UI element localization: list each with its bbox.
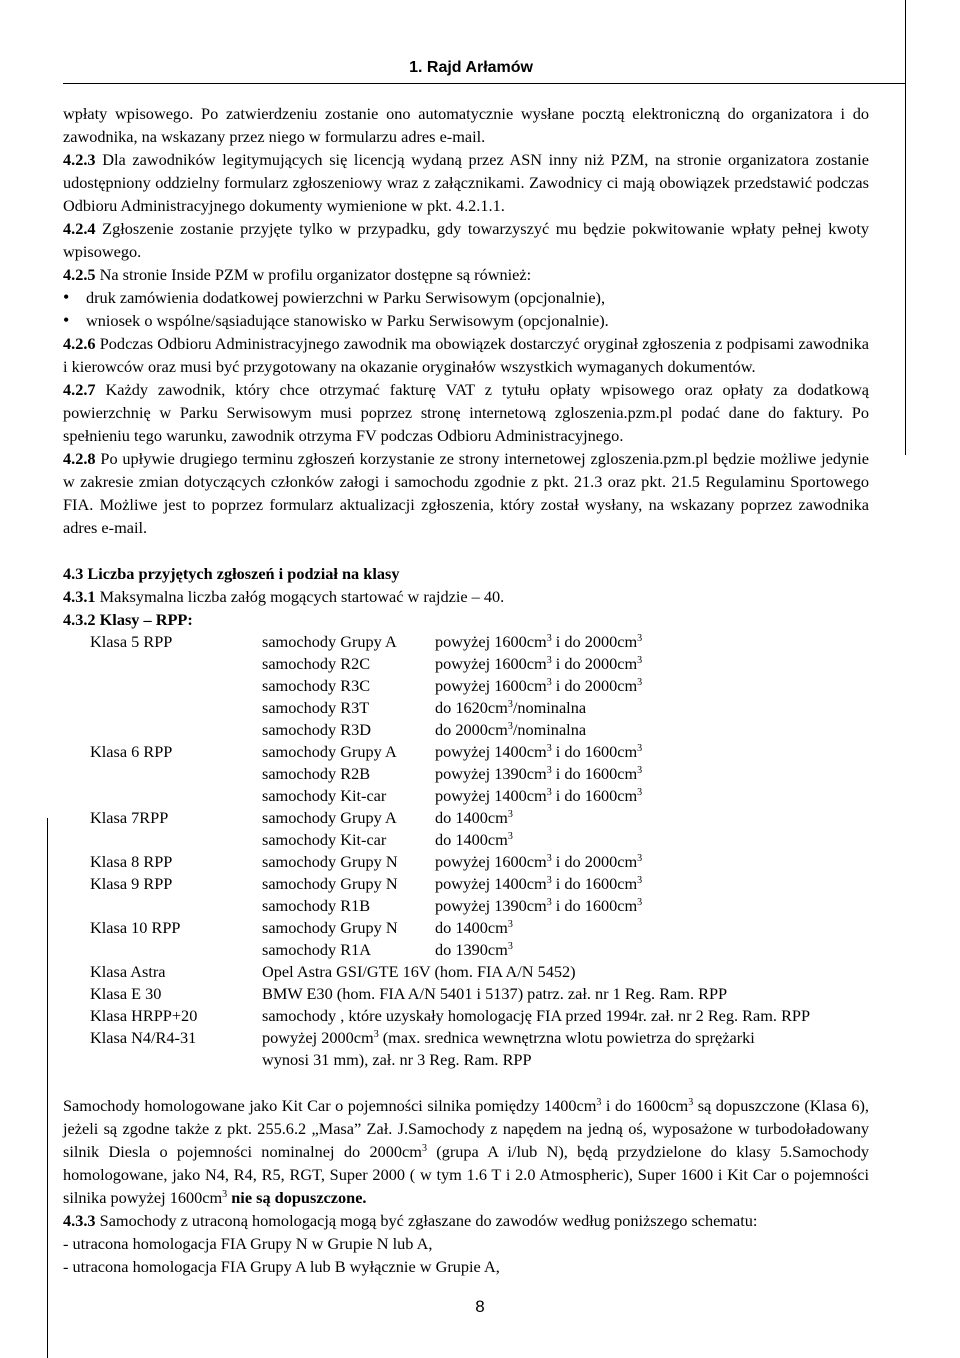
car-group: samochody Grupy N: [262, 918, 398, 937]
paragraph-4-2-6: [63, 332, 869, 378]
class-row: [90, 895, 896, 917]
class-name: [90, 675, 262, 697]
header-rule: [63, 83, 905, 84]
class-name: [90, 939, 262, 961]
list-item: • druk zamówienia dodatkowej powierzchni w Parku Serwisowym (opcjonalnie),: [63, 286, 869, 309]
capacity: do $1400cm^3$: [435, 918, 513, 937]
class-row-9-rpp: [90, 873, 896, 895]
class-name: [90, 763, 262, 785]
class-name: Klasa 5 RPP: [90, 632, 173, 651]
capacity: powyżej $1600cm^3$ i do $2000cm^3$: [435, 654, 643, 673]
class-row: [90, 675, 896, 697]
bullet-list: [63, 286, 869, 332]
section-number: 4.2.7: [63, 380, 96, 399]
section-number: 4.2.6: [63, 334, 96, 353]
paragraph-text: Maksymalna liczba załóg mogących startować w rajdzie – 40.: [95, 587, 505, 606]
car-group: samochody Grupy A: [262, 632, 397, 651]
margin-line-right: [905, 0, 906, 455]
class-description: samochody , które uzyskały homologację FIA przed 1994r. zał. nr 2 Reg. Ram. RPP: [262, 1006, 811, 1025]
class-name: Klasa HRPP+20: [90, 1006, 198, 1025]
class-name: Klasa E 30: [90, 984, 162, 1003]
class-row: [90, 697, 896, 719]
dash-item: - utracona homologacja FIA Grupy N w Grupie N lub A,: [63, 1234, 433, 1253]
car-group: samochody R1B: [262, 896, 371, 915]
class-table: [90, 631, 896, 1071]
dash-item: - utracona homologacja FIA Grupy A lub B wyłącznie w Grupie A,: [63, 1257, 500, 1276]
section-number: 4.3.3: [63, 1211, 96, 1230]
spacer: [63, 1071, 869, 1094]
paragraph-intro: wpłaty wpisowego. Po zatwierdzeniu zostanie ono automatycznie wysłane pocztą elektroniczną do organizatora i do zawodnika, na wskazany przez niego w formularzu adres e-mail.: [63, 104, 869, 146]
class-row: [90, 763, 896, 785]
capacity: do $1400cm^3$: [435, 830, 513, 849]
car-group: samochody Grupy N: [262, 874, 398, 893]
capacity: do $2000cm^3$/nominalna: [435, 720, 587, 739]
paragraph-4-3-3: [63, 1209, 869, 1232]
class-row: [90, 785, 896, 807]
car-group: samochody R1A: [262, 940, 371, 959]
class-name: Klasa 9 RPP: [90, 874, 173, 893]
paragraph-text: Podczas Odbioru Administracyjnego zawodnik ma obowiązek dostarczyć oryginał zgłoszenia z podpisami zawodnika i kierowców oraz musi być przygotowany na okazanie oryginałów wszystkich wymaganych dokumentów.: [63, 334, 869, 376]
class-row-10-rpp: [90, 917, 896, 939]
paragraph-text: Zgłoszenie zostanie przyjęte tylko w przypadku, gdy towarzyszyć mu będzie pokwitowanie wpłaty pełnej kwoty wpisowego.: [63, 219, 869, 261]
capacity: do $1400cm^3$: [435, 808, 513, 827]
class-name: [90, 653, 262, 675]
class-row: [90, 719, 896, 741]
emphasis: nie są dopuszczone.: [231, 1188, 367, 1207]
capacity: powyżej $1390cm^3$ i do $1600cm^3$: [435, 764, 643, 783]
car-group: samochody Kit-car: [262, 786, 387, 805]
section-number: 4.2.4: [63, 219, 96, 238]
class-row-n4-cont: [90, 1049, 896, 1071]
document-body: [63, 102, 869, 1278]
class-table-body: [90, 631, 896, 1071]
paragraph-text: Po upływie drugiego terminu zgłoszeń korzystanie ze strony internetowej zgloszenia.pzm.pl będzie możliwe jedynie w zakresie zmian dotyczących członków załogi i samochodu zgodnie z pkt. 21.3 oraz pkt. 21.5 Regulaminu Sportowego FIA. Możliwe jest to poprzez formularz aktualizacji zgłoszenia, który został wysłany, na wskazany poprzez zawodnika adres e-mail.: [63, 449, 869, 537]
class-row-n4: [90, 1027, 896, 1049]
class-row-e30: [90, 983, 896, 1005]
capacity: powyżej $1600cm^3$ i do $2000cm^3$: [435, 632, 643, 651]
class-name: [90, 1049, 262, 1071]
page-number: 8: [475, 1297, 485, 1316]
paragraph-4-2-5: [63, 263, 869, 286]
capacity: powyżej $1600cm^3$ i do $2000cm^3$: [435, 676, 643, 695]
class-row: [90, 939, 896, 961]
paragraph-4-2-7: [63, 378, 869, 447]
class-row-6-rpp: [90, 741, 896, 763]
class-name: Klasa 7RPP: [90, 808, 169, 827]
capacity: powyżej $1600cm^3$ i do $2000cm^3$: [435, 852, 643, 871]
class-name: Klasa Astra: [90, 962, 166, 981]
car-group: samochody R2C: [262, 654, 371, 673]
paragraph-4-2-4: [63, 217, 869, 263]
paragraph-4-2-8: [63, 447, 869, 539]
car-group: samochody Kit-car: [262, 830, 387, 849]
capacity: powyżej $1400cm^3$ i do $1600cm^3$: [435, 874, 643, 893]
class-name: Klasa 6 RPP: [90, 742, 173, 761]
class-name: [90, 719, 262, 741]
class-row-hrpp: [90, 1005, 896, 1027]
class-row-astra: [90, 961, 896, 983]
page-header-title: 1. Rajd Arłamów: [409, 59, 533, 76]
margin-line-left: [47, 818, 48, 1358]
section-number: 4.2.5: [63, 265, 96, 284]
class-row-5-rpp: [90, 631, 896, 653]
class-name: Klasa N4/R4-31: [90, 1028, 197, 1047]
class-name: [90, 829, 262, 851]
capacity: do $1390cm^3$: [435, 940, 513, 959]
section-number: 4.2.3: [63, 150, 96, 169]
class-name: [90, 697, 262, 719]
paragraph-4-2-3: [63, 148, 869, 217]
class-row: [90, 829, 896, 851]
list-item: • wniosek o wspólne/sąsiadujące stanowisko w Parku Serwisowym (opcjonalnie).: [63, 309, 869, 332]
car-group: samochody Grupy N: [262, 852, 398, 871]
class-name: Klasa 10 RPP: [90, 918, 181, 937]
car-group: samochody R3C: [262, 676, 371, 695]
car-group: samochody Grupy A: [262, 742, 397, 761]
car-group: samochody Grupy A: [262, 808, 397, 827]
class-description: BMW E30 (hom. FIA A/N 5401 i 5137) patrz. zał. nr 1 Reg. Ram. RPP: [262, 984, 728, 1003]
class-name: [90, 785, 262, 807]
class-row-7-rpp: [90, 807, 896, 829]
capacity: powyżej $1400cm^3$ i do $1600cm^3$: [435, 742, 643, 761]
class-description: wynosi 31 mm), zał. nr 3 Reg. Ram. RPP: [262, 1050, 532, 1069]
car-group: samochody R2B: [262, 764, 371, 783]
capacity: do $1620cm^3$/nominalna: [435, 698, 587, 717]
class-description: Opel Astra GSI/GTE 16V (hom. FIA A/N 5452): [262, 962, 576, 981]
paragraph-text: Dla zawodników legitymujących się licencją wydaną przez ASN inny niż PZM, na stronie organizatora zostanie udostępniony oddzielny formularz zgłoszeniowy wraz z załącznikami. Zawodnicy ci mają obowiązek przedstawić podczas Odbioru Administracyjnego dokumenty wymienione w pkt. 4.2.1.1.: [63, 150, 869, 215]
paragraph-4-3-2: 4.3.2 Klasy – RPP:: [63, 610, 193, 629]
capacity: powyżej $1390cm^3$ i do $1600cm^3$: [435, 896, 643, 915]
car-group: samochody R3D: [262, 720, 371, 739]
class-name: Klasa 8 RPP: [90, 852, 173, 871]
class-row: [90, 653, 896, 675]
paragraph-text: Każdy zawodnik, który chce otrzymać fakturę VAT z tytułu opłaty wpisowego oraz opłaty za dodatkową powierzchnię w Parku Serwisowym musi poprzez stronę internetową zgloszenia.pzm.pl podać dane do faktury. Po spełnieniu tego warunku, zawodnik otrzyma FV podczas Odbioru Administracyjnego.: [63, 380, 869, 445]
section-number: 4.3.1: [63, 587, 96, 606]
car-group: samochody R3T: [262, 698, 370, 717]
class-description: powyżej $2000cm^3$ (max. srednica wewnętrzna wlotu powietrza do sprężarki: [262, 1028, 755, 1047]
section-title-4-3: 4.3 Liczba przyjętych zgłoszeń i podział na klasy: [63, 564, 400, 583]
class-name: [90, 895, 262, 917]
paragraph-kitcar: Samochody homologowane jako Kit Car o pojemności silnika pomiędzy $1400cm^3$ i do $1600cm^3$ są dopuszczone (Klasa 6), jeżeli są zgodne także z pkt. 255.6.2 „Masa” Zał. J.Samochody z napędem na jedną oś, wyposażone w turbodoładowany silnik Diesla o pojemności nominalnej do $2000cm^3$ (grupa A i/lub N), będą przydzielone do klasy 5.Samochody homologowane, jako N4, R4, R5, RGT, Super 2000 ( w tym 1.6 T i 2.0 Atmospheric), Super 1600 i Kit Car o pojemności silnika powyżej $1600cm^3$ nie są dopuszczone.: [63, 1096, 870, 1207]
paragraph-text: Samochody z utraconą homologacją mogą być zgłaszane do zawodów według poniższego schematu:: [95, 1211, 758, 1230]
capacity: powyżej $1400cm^3$ i do $1600cm^3$: [435, 786, 643, 805]
spacer: [63, 539, 869, 562]
class-row-8-rpp: [90, 851, 896, 873]
paragraph-4-3-1: [63, 585, 869, 608]
paragraph-text: Na stronie Inside PZM w profilu organizator dostępne są również:: [95, 265, 532, 284]
section-number: 4.2.8: [63, 449, 96, 468]
